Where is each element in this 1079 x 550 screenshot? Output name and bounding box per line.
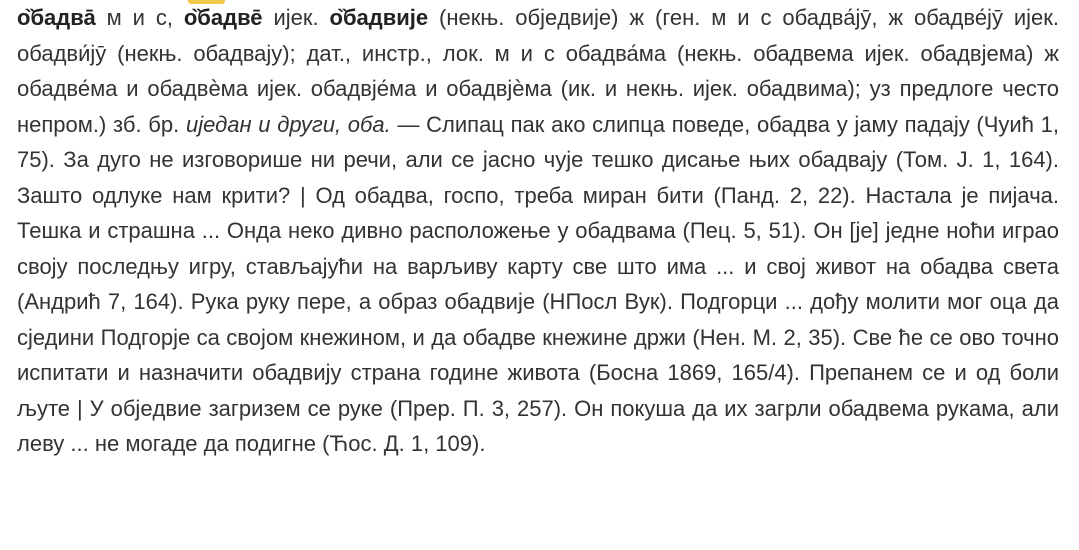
headword-1: о̏бадва̄ (17, 5, 96, 30)
entry-body-grammar: (некњ. објeдвије) ж (ген. м и с обадва́јӯ, ж обадве́јӯ ијек. обадви́јӯ (некњ. обадвају); дат., инстр., лок. м и с обадва́ма (некњ. обадвема ијек. обадвјема) ж обадве́ма и обадвѐма ијек. обадвје́ма и обадвјѐма (ик. и некњ. ијек. обадвима); уз предлоге често непром.) зб. бр. (17, 5, 1059, 137)
grammar-note-1: м и с, (95, 5, 184, 30)
headword-2: о̏бадве̄ (183, 5, 263, 30)
headword-3: о̏бадвије (329, 5, 429, 30)
dictionary-entry (17, 0, 1059, 462)
grammar-note-2: ијек. (262, 5, 330, 30)
entry-meaning: иједан и други, оба. (185, 111, 391, 137)
entry-body-citations: — Слипац пак ако слипца поведе, обадва у јаму падају (Чуић 1, 75). За дуго не изговорише ни речи, али се јасно чује тешко дисање њих обадвају (Том. Ј. 1, 164). Зашто одлуке нам крити? | Од обадва, госпо, треба миран бити (Панд. 2, 22). Настала је пијача. Тешка и страшна ... Онда неко дивно расположење у обадвама (Пец. 5, 51). Он [је] једне ноћи играо своју последњу игру, стављајући на варљиву карту све што има ... и свој живот на обадва света (Андрић 7, 164). Рука руку пере, а образ обадвије (НПосл Вук). Подгорци ... дођу молити мог оца да сједини Подгорје са својом кнежином, и да обадве кнежине држи (Нен. М. 2, 35). Све ће се ово точно испитати и назначити обадвију страна године живота (Босна 1869, 165/4). Препанем се и од боли љуте | У објeдвие загризем се руке (Прер. П. 3, 257). Он покуша да их загрли обадвема рукама, али леву ... не могаде да подигне (Ћос. Д. 1, 109). (17, 111, 1059, 456)
